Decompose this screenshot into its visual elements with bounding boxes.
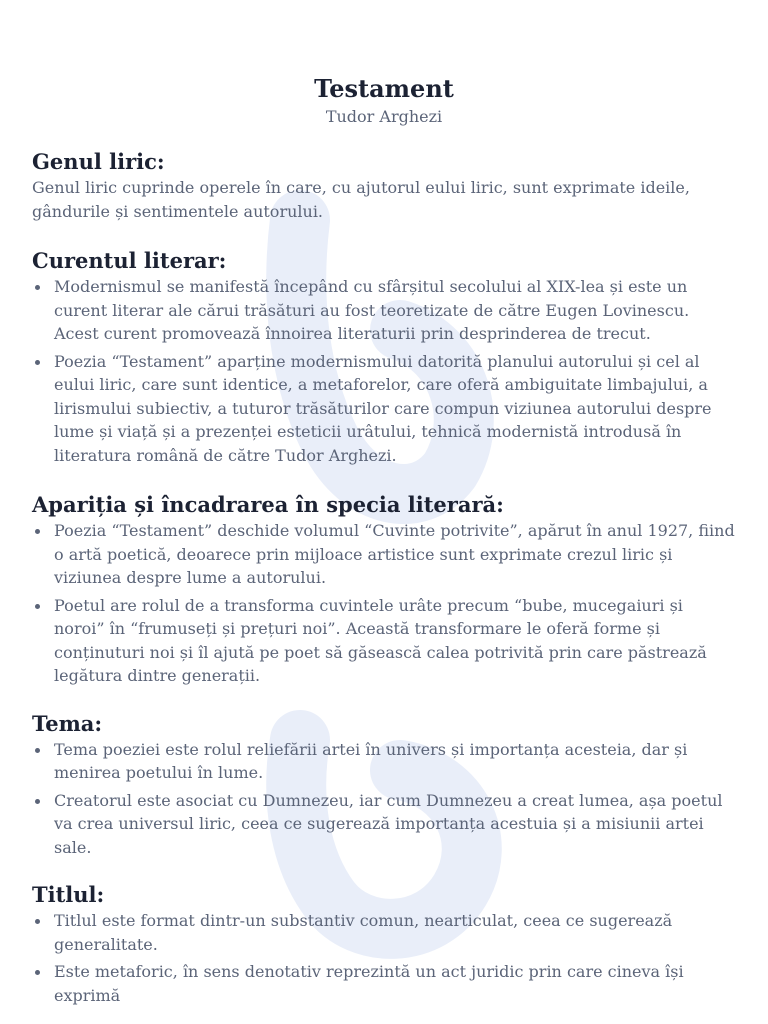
bullet-list bbox=[32, 738, 736, 860]
bullet-list bbox=[32, 519, 736, 688]
section-heading: Tema: bbox=[32, 710, 103, 736]
document-author: Tudor Arghezi bbox=[325, 107, 443, 126]
list-item: Creatorul este asociat cu Dumnezeu, iar cum Dumnezeu a creat lumea, așa poetul va crea universul liric, ceea ce sugerează importanța acestuia și a misiunii artei sale. bbox=[32, 789, 736, 860]
section-tema bbox=[32, 710, 736, 860]
section-heading: Apariția și încadrarea în specia literară: bbox=[32, 492, 504, 517]
section-paragraph: Genul liric cuprinde operele în care, cu ajutorul eului liric, sunt exprimate ideile, gândurile și sentimentele autorului. bbox=[32, 178, 690, 221]
section-genul-liric bbox=[32, 148, 736, 223]
bullet-list bbox=[32, 909, 736, 1007]
list-item: Poezia “Testament” deschide volumul “Cuvinte potrivite”, apărut în anul 1927, fiind o artă poetică, deoarece prin mijloace artistice sunt exprimate crezul liric și viziunea despre lume a autorului. bbox=[32, 519, 736, 590]
section-curentul-literar bbox=[32, 247, 736, 467]
list-item: Poezia “Testament” aparține modernismului datorită planului autorului și cel al eului liric, care sunt identice, a metaforelor, care oferă ambiguitate limbajului, a lirismului subiectiv, a tuturor trăsăturilor care compun viziunea autorului despre lume și viață și a prezenței esteticii urâtului, tehnică modernistă introdusă în literatura română de către Tudor Arghezi. bbox=[32, 350, 736, 468]
list-item: Titlul este format dintr-un substantiv comun, nearticulat, ceea ce sugerează generalitate. bbox=[32, 909, 736, 956]
bullet-list bbox=[32, 275, 736, 467]
section-aparitia bbox=[32, 491, 736, 688]
list-item: Modernismul se manifestă începând cu sfârșitul secolului al XIX-lea și este un curent literar ale cărui trăsături au fost teoretizate de către Eugen Lovinescu. Acest curent promovează înnoirea literaturii prin desprinderea de trecut. bbox=[32, 275, 736, 346]
list-item: Poetul are rolul de a transforma cuvintele urâte precum “bube, mucegaiuri și noroi” în “frumuseți și prețuri noi”. Această transformare le oferă forme și conținuturi noi și îl ajută pe poet să găsească calea potrivită prin care păstrează legătura dintre generații. bbox=[32, 594, 736, 688]
section-heading: Curentul literar: bbox=[32, 248, 227, 273]
section-titlul bbox=[32, 881, 736, 1007]
document-title: Testament bbox=[314, 74, 454, 103]
section-heading: Titlul: bbox=[32, 882, 105, 907]
list-item: Este metaforic, în sens denotativ reprezintă un act juridic prin care cineva își exprimă bbox=[32, 960, 736, 1007]
section-heading: Genul liric: bbox=[32, 149, 165, 174]
list-item: Tema poeziei este rolul reliefării artei în univers și importanța acesteia, dar și menirea poetului în lume. bbox=[32, 738, 736, 785]
